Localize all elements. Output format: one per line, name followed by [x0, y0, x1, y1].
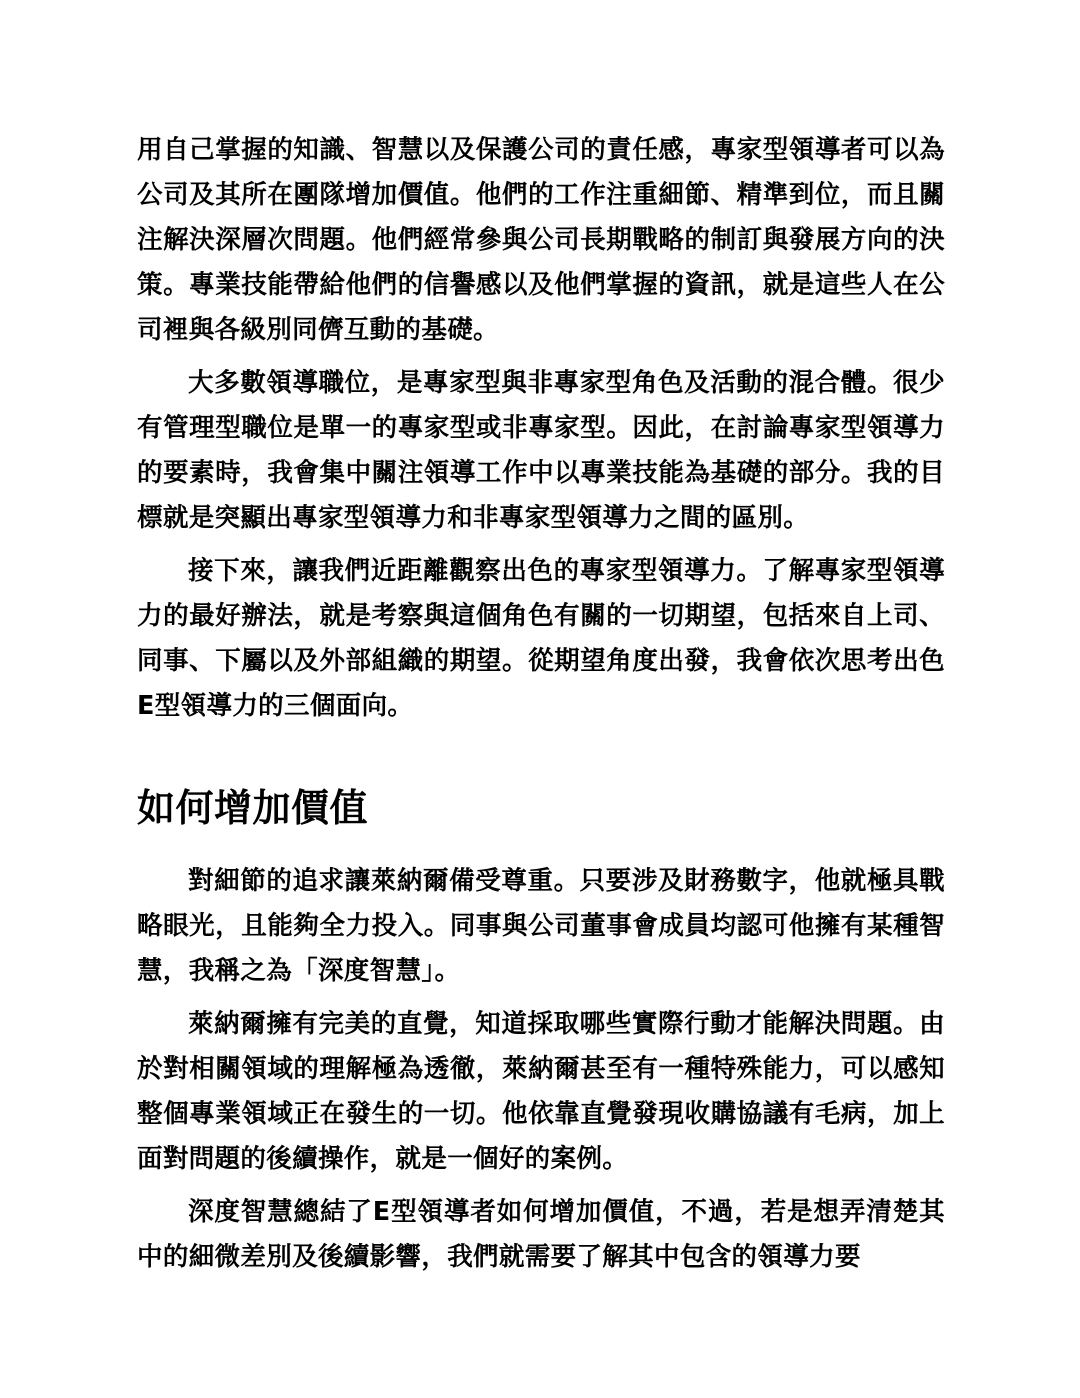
body-paragraph: 接下來，讓我們近距離觀察出色的專家型領導力。了解專家型領導力的最好辦法，就是考察與這個角色有關的一切期望，包括來自上司、同事、下屬以及外部組織的期望。從期望角度出發，我會依次思考出色E型領導力的三個面向。 — [137, 556, 945, 721]
section-heading: 如何增加價值 — [137, 786, 369, 830]
body-paragraph: 對細節的追求讓萊納爾備受尊重。只要涉及財務數字，他就極具戰略眼光，且能夠全力投入。同事與公司董事會成員均認可他擁有某種智慧，我稱之為「深度智慧」。 — [137, 866, 945, 986]
document-page — [137, 128, 945, 1288]
body-paragraph: 萊納爾擁有完美的直覺，知道採取哪些實際行動才能解決問題。由於對相關領域的理解極為透徹，萊納爾甚至有一種特殊能力，可以感知整個專業領域正在發生的一切。他依靠直覺發現收購協議有毛病，加上面對問題的後續操作，就是一個好的案例。 — [137, 1009, 945, 1174]
body-paragraph: 深度智慧總結了E型領導者如何增加價值，不過，若是想弄清楚其中的細微差別及後續影響，我們就需要了解其中包含的領導力要 — [137, 1197, 945, 1272]
body-paragraph: 大多數領導職位，是專家型與非專家型角色及活動的混合體。很少有管理型職位是單一的專家型或非專家型。因此，在討論專家型領導力的要素時，我會集中關注領導工作中以專業技能為基礎的部分。我的目標就是突顯出專家型領導力和非專家型領導力之間的區別。 — [137, 368, 945, 533]
body-paragraph: 用自己掌握的知識、智慧以及保護公司的責任感，專家型領導者可以為公司及其所在團隊增加價值。他們的工作注重細節、精準到位，而且關注解決深層次問題。他們經常參與公司長期戰略的制訂與發展方向的決策。專業技能帶給他們的信譽感以及他們掌握的資訊，就是這些人在公司裡與各級別同儕互動的基礎。 — [137, 135, 945, 345]
